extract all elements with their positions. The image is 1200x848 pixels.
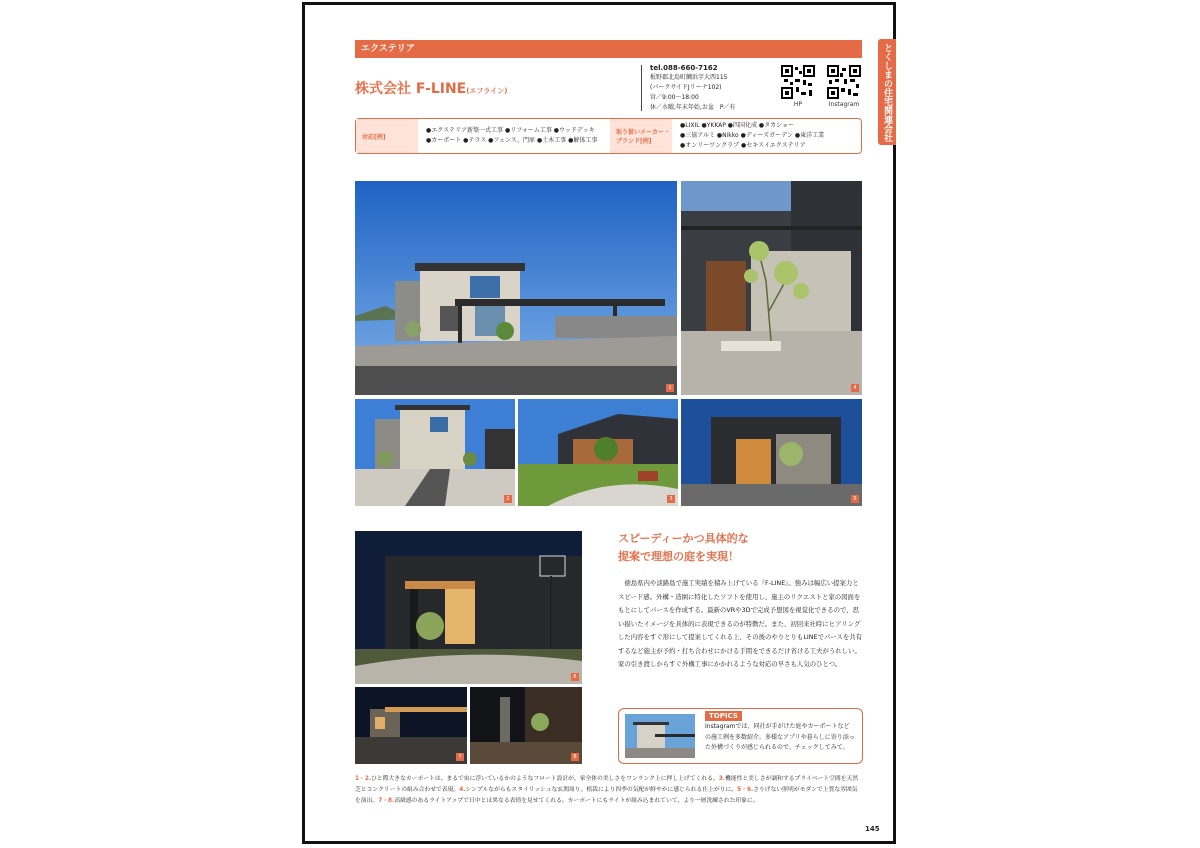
caption-3: 機能性と美しさが調和するプライベート空間を天然芝とコンクリートの組み合わせで表現。 <box>355 776 859 793</box>
photo-number: 3 <box>667 495 675 503</box>
photo-1 <box>355 181 677 395</box>
address-line-1: 板野郡北島町鯛浜字大西115 <box>650 74 728 81</box>
services-text-2: ●カーポート ●テラス ●フェンス、門扉 ●土木工事 ●解体工事 <box>426 137 598 144</box>
headline-line-1: スピーディーかつ具体的な <box>618 532 749 545</box>
magazine-page <box>302 2 896 844</box>
headline <box>618 530 868 566</box>
front-view-photo <box>355 399 515 506</box>
photo-number: 1 <box>666 384 674 392</box>
contact-info <box>650 63 770 113</box>
house-carport-photo <box>355 181 677 395</box>
makers-text <box>680 121 824 151</box>
photo-4 <box>681 181 862 395</box>
category-bar: エクステリア <box>355 40 862 58</box>
company-kana: (エフライン) <box>466 87 508 95</box>
caption-num-7-8: 7・8. <box>378 798 395 804</box>
company-name-text: 株式会社 F-LINE <box>355 81 467 97</box>
photo-8 <box>470 687 582 764</box>
qr-instagram[interactable] <box>827 65 861 108</box>
topics-badge: TOPICS <box>705 711 742 721</box>
headline-line-2: 提案で理想の庭を実現！ <box>618 550 739 563</box>
caption-num-5-6: 5・6. <box>737 787 754 793</box>
holidays-parking: 休／水曜,年末年始,お盆 P／有 <box>650 104 736 111</box>
caption-7-8: 高級感のあるライトアップで日中とは異なる表情を見せてくれる。カーポートにもライトが組み込まれていて、より一層洗練された印象に。 <box>394 798 759 804</box>
address-line-2: (パークサイドJリーナ102) <box>650 84 722 91</box>
services-label: 対応[例] <box>356 119 418 153</box>
photo-5 <box>681 399 862 506</box>
company-name <box>355 78 507 98</box>
topics-text: Instagramでは、同社が手がけた庭やカーポートなどの施工例を多数紹介。多様なアプリや暮らしに寄り添った外構づくりが感じられるので、チェックしてみて。 <box>705 723 855 751</box>
divider <box>641 65 642 111</box>
caption-num-4: 4. <box>459 787 466 793</box>
services-box <box>355 118 862 154</box>
caption-num-1-2: 1・2. <box>355 776 372 782</box>
qr-code-icon <box>781 65 815 99</box>
topics-photo <box>625 714 695 758</box>
lawn-garden-photo <box>518 399 678 506</box>
photo-number: 8 <box>571 753 579 761</box>
photo-number: 5 <box>851 495 859 503</box>
caption-1-2: ひと際大きなカーポートは、まるで宙に浮いているかのようなフロート設計が、家全体の美しさをワンランク上に押し上げてくれる。 <box>371 776 719 782</box>
vertical-section-tab: とくしまの住宅関連会社 <box>878 39 896 145</box>
qr-code-icon <box>827 65 861 99</box>
topics-house-photo <box>625 714 695 758</box>
night-garden-photo <box>470 687 582 764</box>
caption-num-3: 3. <box>718 776 725 782</box>
makers-text-3: ●オンリーワンクラブ ●セキスイエクステリア <box>680 142 806 149</box>
dusk-entrance-photo <box>681 399 862 506</box>
photo-2 <box>355 399 515 506</box>
caption-5-6: さりげない照明がモダンで上質な雰囲気を演出。 <box>355 787 858 804</box>
makers-label-2: ブランド[例] <box>616 138 652 145</box>
photo-number: 2 <box>504 495 512 503</box>
caption-4: シンプルながらもスタイリッシュな玄関周り。植栽により四季の気配が鮮やかに感じられる仕上がりに。 <box>465 787 738 793</box>
photo-7 <box>355 687 467 764</box>
entrance-tree-photo <box>681 181 862 395</box>
photo-3 <box>518 399 678 506</box>
qr-instagram-label: Instagram <box>828 101 860 108</box>
makers-text-1: ●LIXIL ●YKKAP ●四国化成 ●タカショー <box>680 122 795 129</box>
qr-hp-label: HP <box>793 101 803 108</box>
page-number: 145 <box>865 825 880 833</box>
photo-6 <box>355 531 582 684</box>
night-carport-photo <box>355 687 467 764</box>
photo-number: 6 <box>571 673 579 681</box>
photo-number: 7 <box>456 753 464 761</box>
services-text-1: ●エクステリア新築一式工事 ●リフォーム工事 ●ウッドデッキ <box>426 127 595 134</box>
makers-label-1: 取り扱いメーカー・ <box>616 129 670 136</box>
business-hours: 営／9:00〜18:00 <box>650 94 699 101</box>
photo-captions <box>355 774 862 807</box>
qr-hp[interactable] <box>781 65 815 108</box>
article-body: 徳島県内や淡路島で施工実績を積み上げている『F-LINE』。強みは幅広い提案力とスピード感。外構・造園に特化したソフトを使用し、施主のリクエストと家の図面をもとにしてパースを作成する。最新のVRや3Dで完成予想図を視覚化できるので、思い描いたイメージを具体的に表現できるのが特徴だ。また、初回来社時にヒアリングした内容をすぐ形にして提案してくれる上、その後のやりとりもLINEでパースを共有するなど施主が予約・打ち合わせにかける手間をできるだけ省ける工夫がうれしい。家の引き渡しからすぐ外構工事にかかれるような対応の早さも人気のひとつ。 <box>618 579 863 668</box>
photo-number: 4 <box>851 384 859 392</box>
phone-number: tel.088-660-7162 <box>650 64 718 72</box>
night-house-photo <box>355 531 582 684</box>
makers-text-2: ●三協アルミ ●Nikko ●ディーズガーデン ●東洋工業 <box>680 132 825 139</box>
makers-label <box>610 119 672 153</box>
